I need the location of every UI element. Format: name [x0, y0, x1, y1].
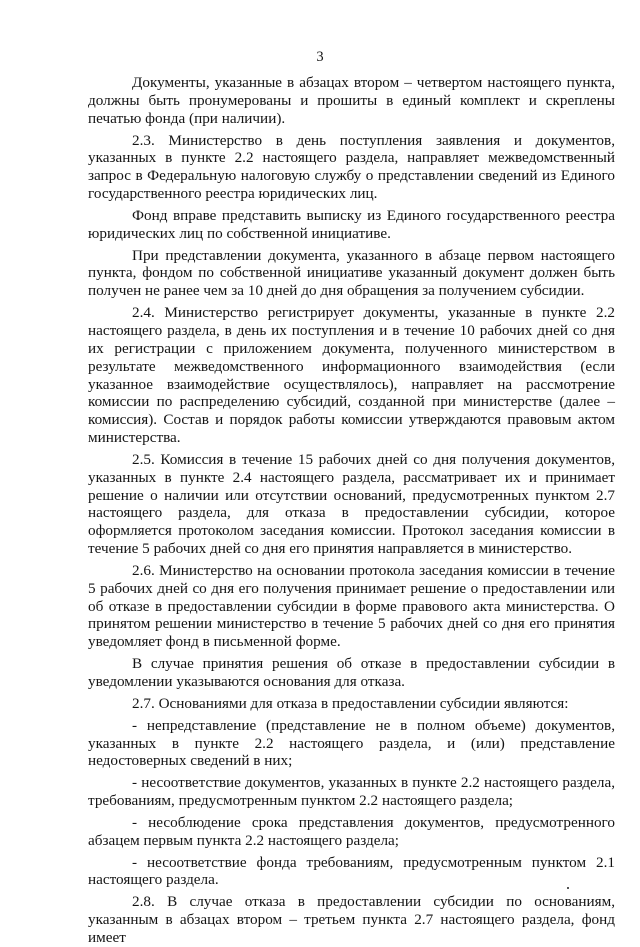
- list-item-documents-mismatch: - несоответствие документов, указанных в пункте 2.2 настоящего раздела, требованиям, предусмотренным пунктом 2.2 настоящего раздела;: [88, 774, 615, 810]
- paragraph-2-8: 2.8. В случае отказа в предоставлении субсидии по основаниям, указанным в абзацах втором – третьем пункта 2.7 настоящего раздела, фонд имеет: [88, 893, 615, 946]
- paragraph-fund-extract: Фонд вправе представить выписку из Единого государственного реестра юридических лиц по собственной инициативе.: [88, 206, 615, 242]
- paragraph-2-6: 2.6. Министерство на основании протокола заседания комиссии в течение 5 рабочих дней со дня его получения принимает решение о предоставлении или об отказе в предоставлении субсидии в форме правового акта министерства. О принятом решении министерство в течение 5 рабочих дней со дня его принятия уведомляет фонд в письменной форме.: [88, 561, 615, 651]
- scan-speck: [567, 887, 569, 889]
- paragraph-refusal-notice: В случае принятия решения об отказе в предоставлении субсидии в уведомлении указываются основания для отказа.: [88, 655, 615, 690]
- paragraph-documents-binding: Документы, указанные в абзацах втором – четвертом настоящего пункта, должны быть пронумерованы и прошиты в единый комплект и скреплены печатью фонда (при наличии).: [88, 74, 615, 127]
- paragraph-2-5: 2.5. Комиссия в течение 15 рабочих дней со дня получения документов, указанных в пункте 2.4 настоящего раздела, рассматривает их и принимает решение о наличии или отсутствии оснований, предусмотренных пунктом 2.7 настоящего раздела, для отказа в предоставлении субсидии, которое оформляется протоколом заседания комиссии. Протокол заседания комиссии в течение 5 рабочих дней со дня его принятия направляется в министерство.: [88, 450, 615, 558]
- paragraph-2-3: 2.3. Министерство в день поступления заявления и документов, указанных в пункте 2.2 настоящего раздела, направляет межведомственный запрос в Федеральную налоговую службу о представлении сведений из Единого государственного реестра юридических лиц.: [88, 131, 615, 203]
- paragraph-document-term: При представлении документа, указанного в абзаце первом настоящего пункта, фондом по собственной инициативе указанный документ должен быть получен не ранее чем за 10 дней до дня обращения за получением субсидии.: [88, 246, 615, 300]
- list-item-fund-mismatch: - несоответствие фонда требованиям, предусмотренным пунктом 2.1 настоящего раздела.: [88, 853, 615, 889]
- list-item-deadline-violation: - несоблюдение срока представления документов, предусмотренного абзацем первым пункта 2.2 настоящего раздела;: [88, 813, 615, 849]
- paragraph-2-7: 2.7. Основаниями для отказа в предоставлении субсидии являются:: [132, 694, 569, 712]
- document-body: [88, 74, 615, 947]
- page-number: 3: [316, 49, 324, 65]
- list-item-non-submission: - непредставление (представление не в полном объеме) документов, указанных в пункте 2.2 настоящего раздела, и (или) представление недостоверных сведений в них;: [88, 716, 615, 770]
- paragraph-2-4: 2.4. Министерство регистрирует документы, указанные в пункте 2.2 настоящего раздела, в день их поступления и в течение 10 рабочих дней со дня их регистрации с приложением документа, полученного министерством в результате межведомственного информационного взаимодействия (если указанное взаимодействие осуществлялось), направляет на рассмотрение комиссии по распределению субсидий, созданной при министерстве (далее – комиссия). Состав и порядок работы комиссии утверждаются правовым актом министерства.: [88, 304, 615, 447]
